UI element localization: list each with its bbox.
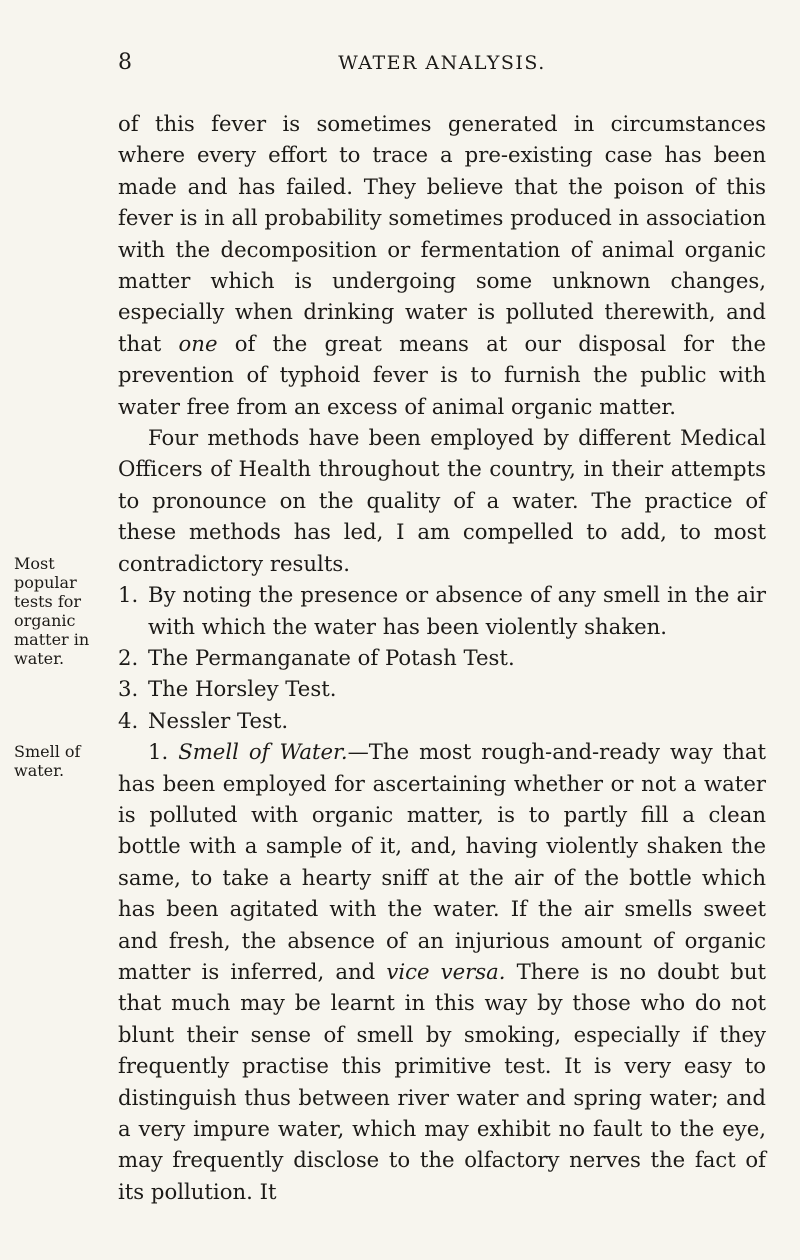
margin-note-line: tests for bbox=[14, 592, 82, 611]
paragraph-typhoid: of this fever is sometimes generated in circumstances where every effort to trace a pre-existing case has been made and has failed. They believe that the poison of this fever is in all probability sometimes produced in association with the decomposition or fermentation of animal organic matter which is undergoing some unknown changes, especially when drinking water is polluted therewith, and that one of the great means at our disposal for the prevention of typhoid fever is to furnish the public with water free from an excess of animal organic matter. bbox=[118, 111, 766, 419]
body-text bbox=[118, 108, 766, 1207]
paragraph-methods: Four methods have been employed by different Medical Officers of Health throughout the country, in their attempts to pronounce on the quality of a water. The practice of these methods has led, I am compelled to add, to most contradictory results. bbox=[118, 425, 766, 576]
list-item: 2. The Permanganate of Potash Test. bbox=[118, 644, 515, 670]
margin-note-smell bbox=[14, 742, 114, 780]
margin-note-line: organic bbox=[14, 611, 76, 630]
list-item: 1. By noting the presence or absence of any smell in the air with which the water has been violently shaken. bbox=[118, 582, 766, 639]
margin-note-line: Most bbox=[14, 554, 55, 573]
emphasis-one: one bbox=[178, 330, 218, 356]
paragraph-smell-of-water: 1. Smell of Water.—The most rough-and-ready way that has been employed for ascertaining whether or not a water is polluted with organic matter, is to partly fill a clean bottle with a sample of it, and, having violently shaken the same, to take a hearty sniff at the air of the bottle which has been agitated with the water. If the air smells sweet and fresh, the absence of an injurious amount of organic matter is inferred, and vice versa. There is no doubt but that much may be learnt in this way by those who do not blunt their sense of smell by smoking, especially if they frequently practise this primitive test. It is very easy to distinguish thus between river water and spring water; and a very impure water, which may exhibit no fault to the eye, may frequently disclose to the olfactory nerves the fact of its pollution. It bbox=[118, 739, 767, 1204]
list-item: 3. The Horsley Test. bbox=[118, 676, 337, 702]
running-title: WATER ANALYSIS. bbox=[338, 52, 546, 74]
section-heading: Smell of Water. bbox=[178, 739, 348, 765]
emphasis-vice-versa: vice versa. bbox=[386, 958, 506, 984]
margin-note-line: matter in bbox=[14, 630, 90, 649]
margin-note-line: water. bbox=[14, 761, 65, 780]
margin-note-tests bbox=[14, 554, 114, 668]
margin-note-line: water. bbox=[14, 649, 65, 668]
list-item: 4. Nessler Test. bbox=[118, 707, 289, 733]
page-number: 8 bbox=[118, 50, 132, 75]
margin-note-line: Smell of bbox=[14, 742, 81, 761]
page-header bbox=[118, 50, 766, 80]
margin-note-line: popular bbox=[14, 573, 77, 592]
